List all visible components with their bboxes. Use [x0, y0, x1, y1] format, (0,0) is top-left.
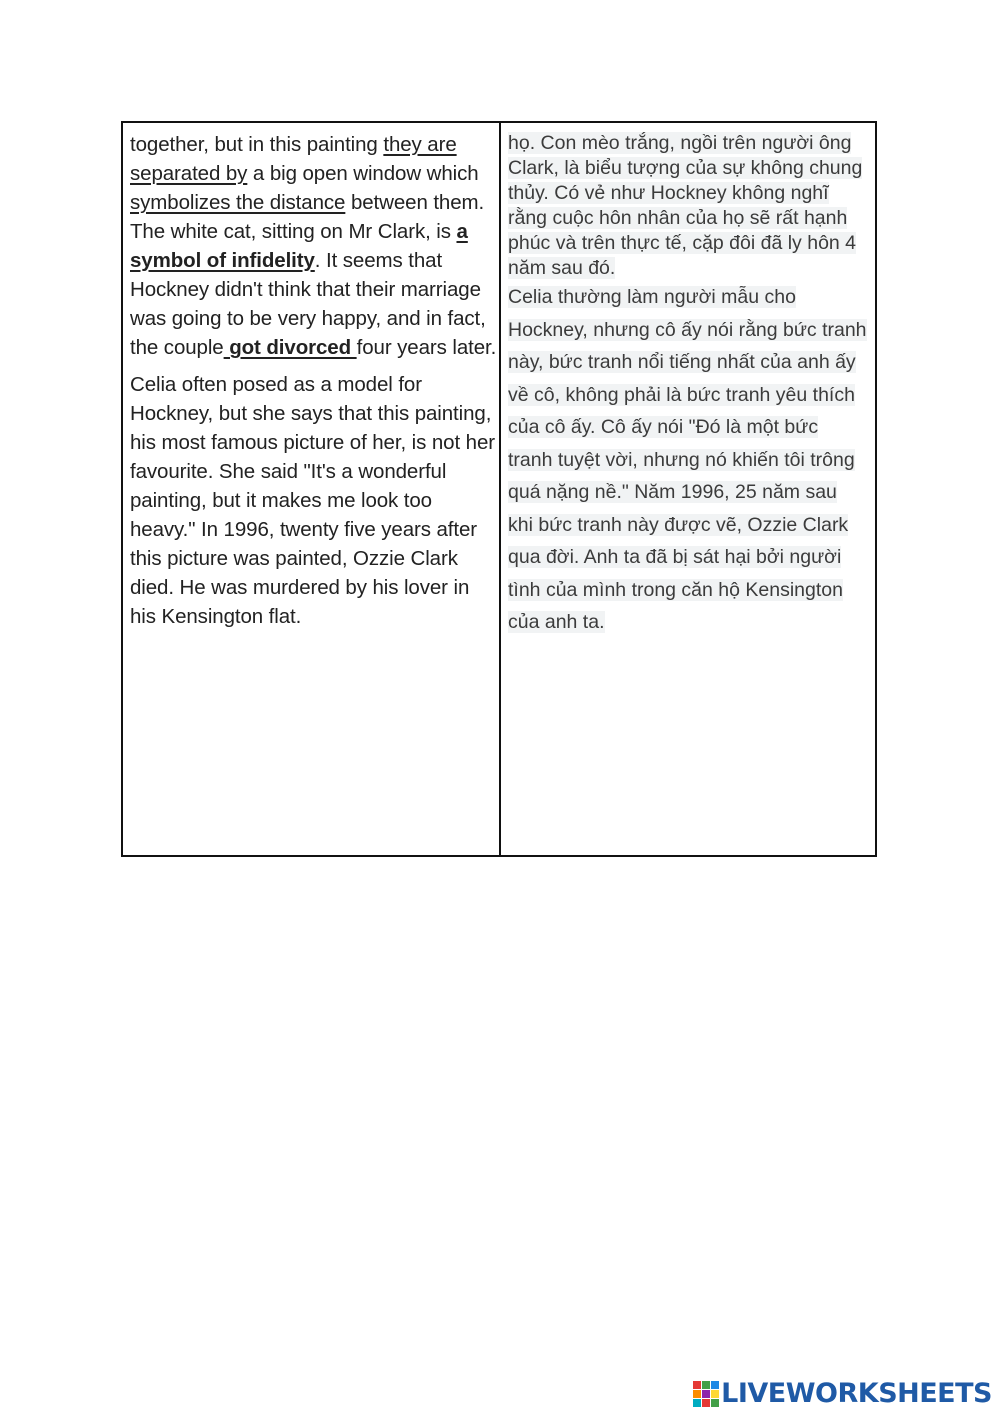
english-paragraph-2: Celia often posed as a model for Hockney, but she says that this painting, his most famous picture of her, is not her favourite. She said "It's a wonderful painting, but it makes me look too heavy." In 1996, twenty five years after this picture was painted, Ozzie Clark died. He was murdered by his lover in his Kensington flat. — [130, 373, 495, 628]
english-paragraph-1 — [130, 130, 499, 362]
english-cell — [123, 123, 501, 855]
brand-name: LIVEWORKSHEETS — [721, 1378, 992, 1409]
underlined-phrase: they are separated by — [130, 133, 457, 185]
liveworksheets-logo-icon — [693, 1381, 719, 1407]
bold-underlined-phrase: a symbol of infidelity — [130, 220, 468, 272]
vietnamese-paragraph-1 — [508, 131, 867, 281]
text-run: a big open window which — [247, 162, 479, 185]
translation-table — [121, 121, 877, 857]
text-run: four years later. — [356, 336, 497, 359]
underlined-phrase: symbolizes the distance — [130, 191, 346, 214]
vietnamese-paragraph-2 — [508, 281, 867, 639]
text-run: together, but in this painting — [130, 133, 384, 156]
text-run: . It seems that Hockney didn't think that their marriage was going to be very happy, and in fact, the couple — [130, 249, 486, 359]
highlighted-text: họ. Con mèo trắng, ngồi trên người ông Clark, là biểu tượng của sự không chung thủy. Có vẻ như Hockney không nghĩ rằng cuộc hôn nhân của họ sẽ rất hạnh phúc và trên thực tế, cặp đôi đã ly hôn 4 năm sau đó. — [508, 132, 863, 279]
vietnamese-cell — [501, 123, 875, 855]
liveworksheets-brand — [693, 1378, 992, 1409]
text-run: between them. The white cat, sitting on Mr Clark, is — [130, 191, 485, 243]
highlighted-text: Celia thường làm người mẫu cho Hockney, nhưng cô ấy nói rằng bức tranh này, bức tranh nổi tiếng nhất của anh ấy về cô, không phải là bức tranh yêu thích của cô ấy. Cô ấy nói "Đó là một bức tranh tuyệt vời, nhưng nó khiến tôi trông quá nặng nề." Năm 1996, 25 năm sau khi bức tranh này được vẽ, Ozzie Clark qua đời. Anh ta đã bị sát hại bởi người tình của mình trong căn hộ Kensington của anh ta. — [508, 286, 867, 633]
bold-underlined-phrase: got divorced — [223, 336, 357, 359]
